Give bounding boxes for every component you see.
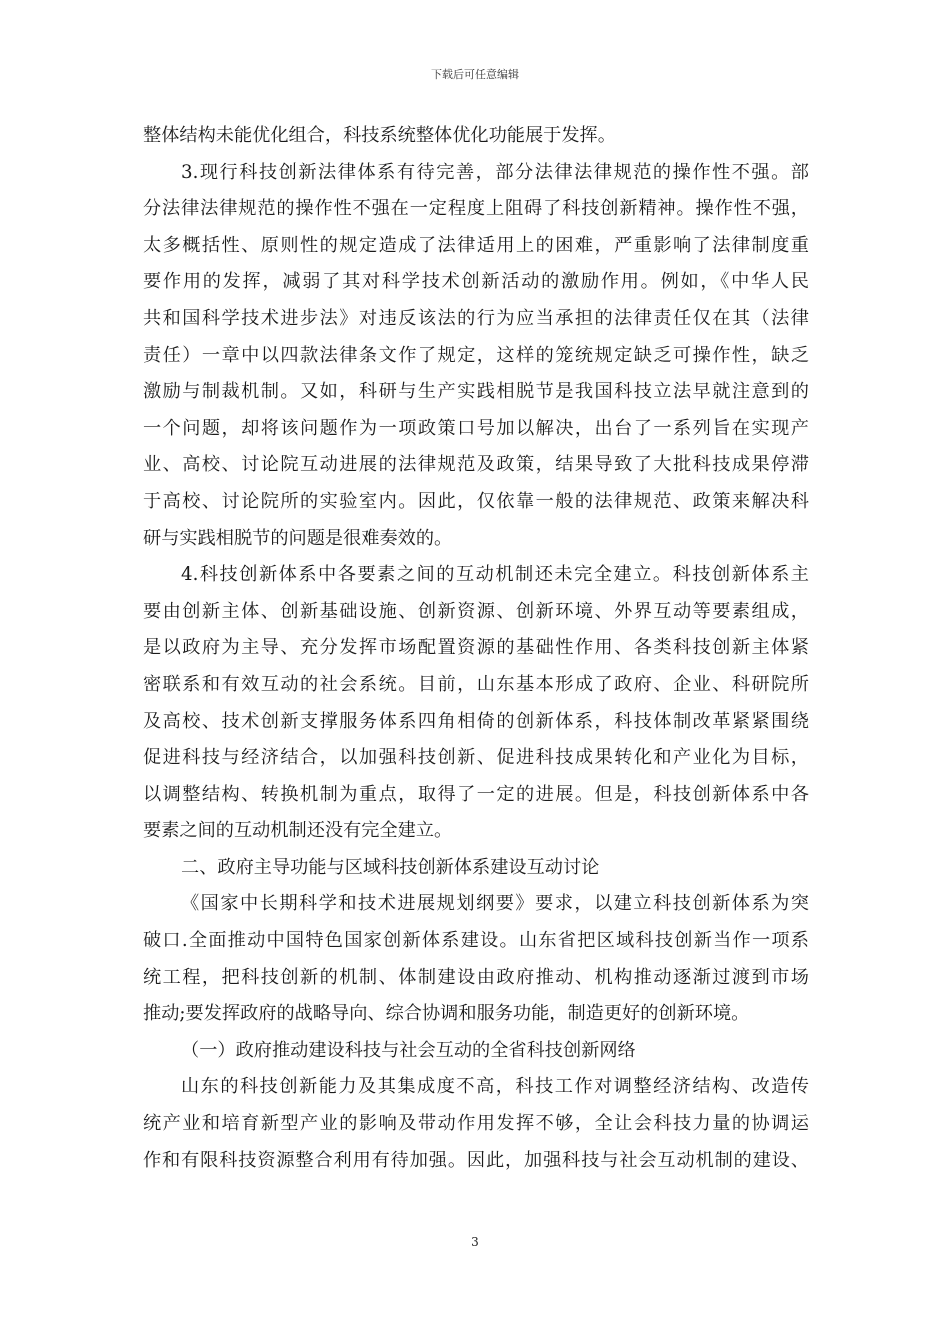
page-number: 3 <box>471 1235 479 1249</box>
body-text-line: 分法律法律规范的操作性不强在一定程度上阻碍了科技创新精神。操作性不强， <box>143 198 809 220</box>
body-text-line: 要素之间的互动机制还没有完全建立。 <box>143 820 453 842</box>
body-text-line: （一）政府推动建设科技与社会互动的全省科技创新网络 <box>181 1039 636 1061</box>
body-text-line: 二、政府主导功能与区域科技创新体系建设互动讨论 <box>181 856 600 878</box>
body-text-line: 是以政府为主导、充分发挥市场配置资源的基础性作用、各类科技创新主体紧 <box>143 637 809 659</box>
body-text-line: 统工程，把科技创新的机制、体制建设由政府推动、机构推动逐渐过渡到市场 <box>143 966 809 988</box>
body-text-line: 促进科技与经济结合，以加强科技创新、促进科技成果转化和产业化为目标， <box>143 747 809 769</box>
body-text-line: 统产业和培育新型产业的影响及带动作用发挥不够，全让会科技力量的协调运 <box>143 1113 809 1135</box>
body-text-line: 推动;要发挥政府的战略导向、综合协调和服务功能，制造更好的创新环境。 <box>143 1003 750 1025</box>
body-text-line: 及高校、技术创新支撑服务体系四角相倚的创新体系，科技体制改革紧紧围绕 <box>143 710 809 732</box>
body-text-line: 以调整结构、转换机制为重点，取得了一定的进展。但是，科技创新体系中各 <box>143 783 809 805</box>
body-text-line: 作和有限科技资源整合利用有待加强。因此，加强科技与社会互动机制的建设、 <box>143 1149 809 1171</box>
body-text-line: 激励与制裁机制。又如，科研与生产实践相脱节是我国科技立法早就注意到的 <box>143 381 809 403</box>
document-body <box>143 118 809 1179</box>
body-text-line: 责任）一章中以四款法律条文作了规定，这样的笼统规定缺乏可操作性，缺乏 <box>143 344 809 366</box>
body-text-line: 要作用的发挥，减弱了其对科学技术创新活动的激励作用。例如，《中华人民 <box>143 271 809 293</box>
body-text-line: 一个问题，却将该问题作为一项政策口号加以解决，出台了一系列旨在实现产 <box>143 417 809 439</box>
body-text-line: 研与实践相脱节的问题是很难奏效的。 <box>143 527 453 549</box>
body-text-line: 业、高校、讨论院互动进展的法律规范及政策，结果导致了大批科技成果停滞 <box>143 454 809 476</box>
body-text-line: 4.科技创新体系中各要素之间的互动机制还未完全建立。科技创新体系主 <box>181 564 809 586</box>
body-text-line: 密联系和有效互动的社会系统。目前，山东基本形成了政府、企业、科研院所 <box>143 673 809 695</box>
body-text-line: 整体结构未能优化组合，科技系统整体优化功能展于发挥。 <box>143 125 616 146</box>
body-text-line: 山东的科技创新能力及其集成度不高，科技工作对调整经济结构、改造传 <box>181 1076 809 1098</box>
page-header: 下载后可任意编辑 <box>431 68 519 81</box>
body-text-line: 《国家中长期科学和技术进展规划纲要》要求，以建立科技创新体系为突 <box>181 893 809 915</box>
body-text-line: 于高校、讨论院所的实验室内。因此，仅依靠一般的法律规范、政策来解决科 <box>143 490 809 512</box>
body-text-line: 破口.全面推动中国特色国家创新体系建设。山东省把区域科技创新当作一项系 <box>143 930 809 952</box>
body-text-line: 太多概括性、原则性的规定造成了法律适用上的困难，严重影响了法律制度重 <box>143 234 809 256</box>
body-text-line: 3.现行科技创新法律体系有待完善，部分法律法律规范的操作性不强。部 <box>181 161 809 183</box>
body-text-line: 共和国科学技术进步法》对违反该法的行为应当承担的法律责任仅在其（法律 <box>143 307 809 329</box>
body-text-line: 要由创新主体、创新基础设施、创新资源、创新环境、外界互动等要素组成， <box>143 600 809 622</box>
